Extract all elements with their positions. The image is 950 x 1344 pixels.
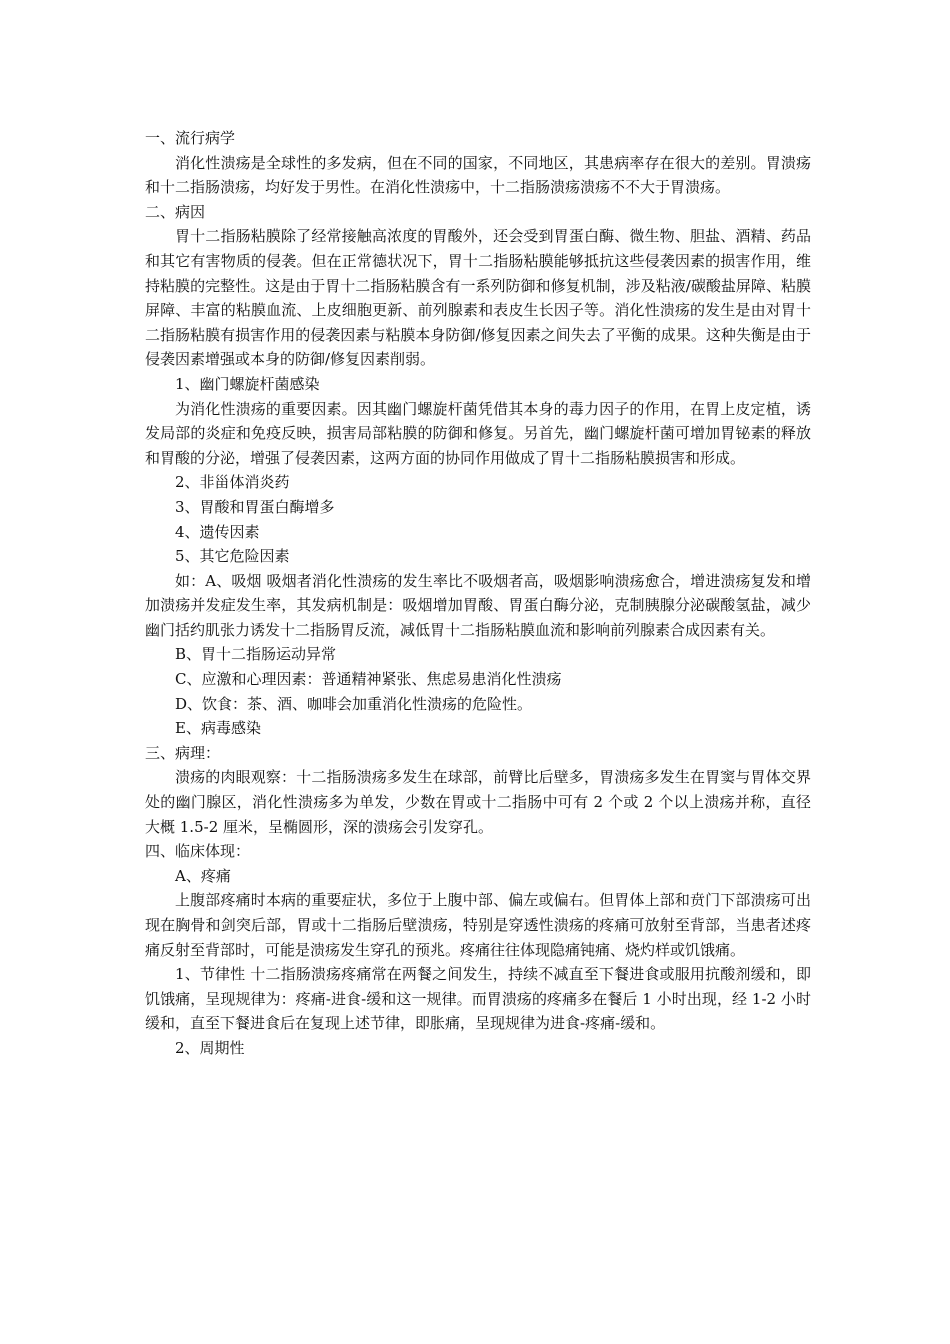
subheading-periodicity: 2、周期性 (175, 1038, 245, 1057)
subheading-pain: A、疼痛 (175, 866, 231, 885)
section-heading-pathology: 三、病理： (145, 743, 221, 762)
paragraph-rhythmicity: 1、节律性 十二指肠溃疡疼痛常在两餐之间发生，持续不减直至下餐进食或服用抗酸剂缓和，即饥饿痛，呈现规律为：疼痛-进食-缓和这一规律。而胃溃疡的疼痛多在餐后 1 小时出现，经 1-2 小时缓和，直至下餐进食后在复现上述节律，即胀痛，呈现规律为进食-疼痛-缓和。 (145, 965, 811, 1033)
subheading-gastric-acid: 3、胃酸和胃蛋白酶增多 (175, 497, 335, 516)
paragraph-pathology: 溃疡的肉眼观察：十二指肠溃疡多发生在球部，前臂比后壁多，胃溃疡多发生在胃窦与胃体交界处的幽门腺区，消化性溃疡多为单发，少数在胃或十二指肠中可有 2 个或 2 个以上溃疡并称，直径大概 1.5-2 厘米，呈椭圆形，深的溃疡会引发穿孔。 (145, 768, 811, 836)
list-item-diet: D、饮食：茶、酒、咖啡会加重消化性溃疡的危险性。 (175, 694, 533, 713)
subheading-nsaids: 2、非甾体消炎药 (175, 473, 290, 492)
subheading-hp-infection: 1、幽门螺旋杆菌感染 (175, 374, 320, 393)
list-item-stress: C、应激和心理因素：普通精神紧张、焦虑易患消化性溃疡 (175, 670, 562, 689)
document-body (145, 126, 811, 1061)
subheading-genetics: 4、遗传因素 (175, 522, 260, 541)
section-heading-etiology: 二、病因 (145, 202, 206, 221)
paragraph-epidemiology: 消化性溃疡是全球性的多发病，但在不同的国家，不同地区，其患病率存在很大的差别。胃溃疡和十二指肠溃疡，均好发于男性。在消化性溃疡中，十二指肠溃疡溃疡不不大于胃溃疡。 (145, 153, 811, 197)
paragraph-smoking: 如：A、吸烟 吸烟者消化性溃疡的发生率比不吸烟者高，吸烟影响溃疡愈合，增进溃疡复发和增加溃疡并发症发生率，其发病机制是：吸烟增加胃酸、胃蛋白酶分泌，克制胰腺分泌碳酸氢盐，减少幽门括约肌张力诱发十二指肠胃反流，减低胃十二指肠粘膜血流和影响前列腺素合成因素有关。 (145, 571, 811, 639)
list-item-motility: B、胃十二指肠运动异常 (175, 645, 337, 664)
section-heading-clinical: 四、临床体现： (145, 842, 251, 861)
section-heading-epidemiology: 一、流行病学 (145, 129, 236, 147)
list-item-virus: E、病毒感染 (175, 719, 261, 738)
paragraph-hp-infection: 为消化性溃疡的重要因素。因其幽门螺旋杆菌凭借其本身的毒力因子的作用，在胃上皮定植，诱发局部的炎症和免疫反映，损害局部粘膜的防御和修复。另首先，幽门螺旋杆菌可增加胃铋素的释放和胃酸的分泌，增强了侵袭因素，这两方面的协同作用做成了胃十二指肠粘膜损害和形成。 (145, 399, 811, 467)
subheading-other-risks: 5、其它危险因素 (175, 547, 290, 566)
paragraph-etiology: 胃十二指肠粘膜除了经常接触高浓度的胃酸外，还会受到胃蛋白酶、微生物、胆盐、酒精、药品和其它有害物质的侵袭。但在正常德状况下，胃十二指肠粘膜能够抵抗这些侵袭因素的损害作用，维持粘膜的完整性。这是由于胃十二指肠粘膜含有一系列防御和修复机制，涉及粘液/碳酸盐屏障、粘膜屏障、丰富的粘膜血流、上皮细胞更新、前列腺素和表皮生长因子等。消化性溃疡的发生是由对胃十二指肠粘膜有损害作用的侵袭因素与粘膜本身防御/修复因素之间失去了平衡的成果。这种失衡是由于侵袭因素增强或本身的防御/修复因素削弱。 (145, 227, 811, 369)
paragraph-pain: 上腹部疼痛时本病的重要症状，多位于上腹中部、偏左或偏右。但胃体上部和贲门下部溃疡可出现在胸骨和剑突后部，胃或十二指肠后壁溃疡，特别是穿透性溃疡的疼痛可放射至背部，当患者述疼痛反射至背部时，可能是溃疡发生穿孔的预兆。疼痛往往体现隐痛钝痛、烧灼样或饥饿痛。 (145, 891, 811, 959)
